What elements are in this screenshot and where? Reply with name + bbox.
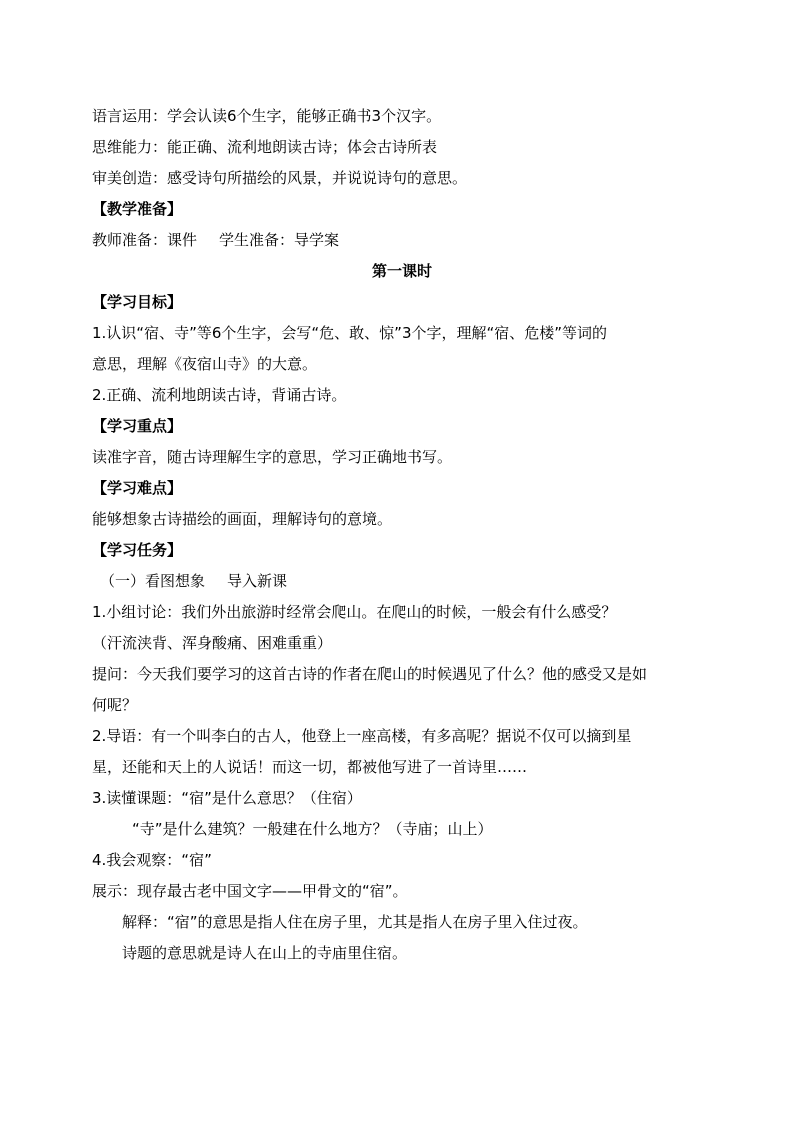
task-4-explain: 解释：“宿”的意思是指人住在房子里，尤其是指人在房子里入住过夜。 <box>122 913 588 931</box>
lesson-title: 第一课时 <box>371 262 432 280</box>
task-4-show: 展示：现存最古老中国文字——甲骨文的“宿”。 <box>92 882 408 900</box>
task-4-summary: 诗题的意思就是诗人在山上的寺庙里住宿。 <box>122 944 408 962</box>
question-line-1: 提问：今天我们要学习的这首古诗的作者在爬山的时候遇见了什么？他的感受又是如 <box>92 665 648 683</box>
objective-language: 语言运用：学会认读6个生字，能够正确书3个汉字。 <box>92 107 442 125</box>
difficulties-text: 能够想象古诗描绘的画面，理解诗句的意境。 <box>92 510 393 528</box>
student-prep: 学生准备：导学案 <box>219 231 340 249</box>
task-1: 1.小组讨论：我们外出旅游时经常会爬山。在爬山的时候，一般会有什么感受？ <box>92 603 617 621</box>
task-section-1 <box>92 566 712 597</box>
task-2-line-1: 2.导语：有一个叫李白的古人，他登上一座高楼，有多高呢？据说不仅可以摘到星 <box>92 727 632 745</box>
goal-1-line-1: 1.认识“宿、寺”等6个生字，会写“危、敢、惊”3个字，理解“宿、危楼”等词的 <box>92 324 608 342</box>
goal-1-line-2: 意思，理解《夜宿山寺》的大意。 <box>92 355 318 373</box>
question-line-2: 何呢？ <box>92 696 138 714</box>
heading-learning-goals: 【学习目标】 <box>92 293 183 311</box>
teacher-prep: 教师准备：课件 <box>92 231 198 249</box>
task-3: 3.读懂课题：“宿”是什么意思？（住宿） <box>92 789 362 807</box>
task-4: 4.我会观察：“宿” <box>92 851 212 869</box>
heading-teaching-prep: 【教学准备】 <box>92 200 183 218</box>
heading-learning-tasks: 【学习任务】 <box>92 541 183 559</box>
document-body <box>92 101 712 969</box>
heading-key-points: 【学习重点】 <box>92 417 183 435</box>
key-points-text: 读准字音，随古诗理解生字的意思，学习正确地书写。 <box>92 448 453 466</box>
task-section-1-b: 导入新课 <box>227 572 288 590</box>
objective-aesthetic: 审美创造：感受诗句所描绘的风景，并说说诗句的意思。 <box>92 169 468 187</box>
task-2-line-2: 星，还能和天上的人说话！而这一切，都被他写进了一首诗里…… <box>92 758 528 776</box>
heading-difficulties: 【学习难点】 <box>92 479 183 497</box>
objective-thinking: 思维能力：能正确、流利地朗读古诗；体会古诗所表 <box>92 138 438 156</box>
task-section-1-a: （一）看图想象 <box>100 572 206 590</box>
prep-line <box>92 225 712 256</box>
task-1-answer: （汗流浃背、浑身酸痛、困难重重） <box>92 634 333 652</box>
goal-2: 2.正确、流利地朗读古诗，背诵古诗。 <box>92 386 347 404</box>
task-3-sub: “寺”是什么建筑？一般建在什么地方？（寺庙；山上） <box>132 820 493 838</box>
